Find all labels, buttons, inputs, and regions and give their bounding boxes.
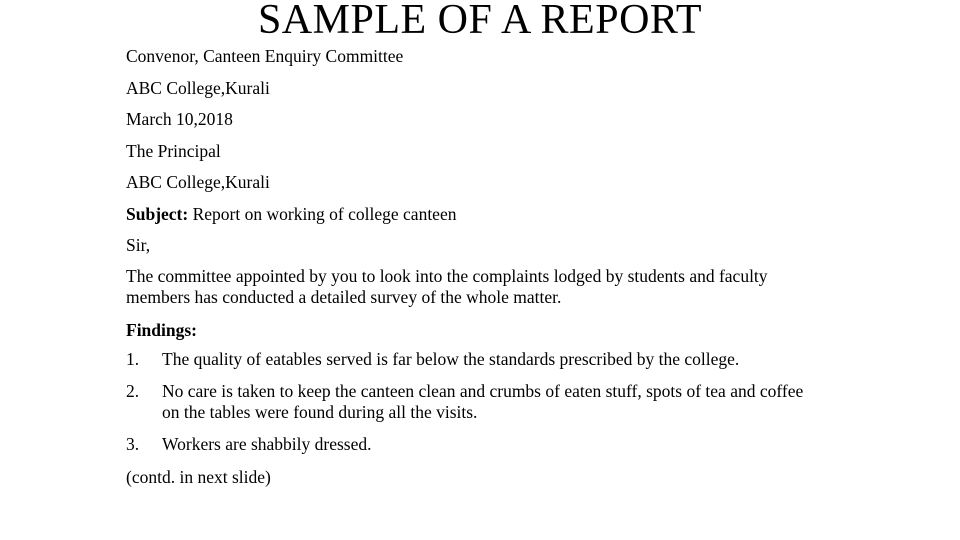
recipient-designation: The Principal (126, 140, 221, 161)
finding-text: No care is taken to keep the canteen clean and crumbs of eaten stuff, spots of tea and coffee on the tables were found during all the visits. (162, 381, 804, 422)
subject-line (126, 202, 806, 234)
report-date: March 10,2018 (126, 109, 233, 129)
continuation-note: (contd. in next slide) (126, 467, 271, 487)
finding-number: 1. (126, 349, 140, 369)
report-body (126, 44, 806, 497)
finding-item (126, 381, 806, 423)
sender-designation: Convenor, Canteen Enquiry Committee (126, 46, 404, 66)
subject-label: Subject: (126, 203, 189, 224)
intro-paragraph: The committee appointed by you to look into the complaints lodged by students and faculty members has conducted a detailed survey of the whole matter. (126, 265, 768, 307)
finding-item (126, 434, 806, 455)
subject-text: Report on working of college canteen (188, 203, 457, 224)
slide-title: SAMPLE OF A REPORT (257, 0, 703, 43)
salutation: Sir, (126, 235, 151, 255)
finding-item (126, 349, 806, 370)
findings-heading: Findings: (126, 319, 197, 340)
recipient-institution: ABC College,Kurali (126, 172, 270, 192)
finding-number: 3. (126, 434, 140, 454)
finding-text: Workers are shabbily dressed. (162, 434, 372, 454)
sender-institution: ABC College,Kurali (126, 77, 270, 98)
finding-number: 2. (126, 381, 140, 401)
finding-text: The quality of eatables served is far below the standards prescribed by the college. (162, 349, 740, 369)
